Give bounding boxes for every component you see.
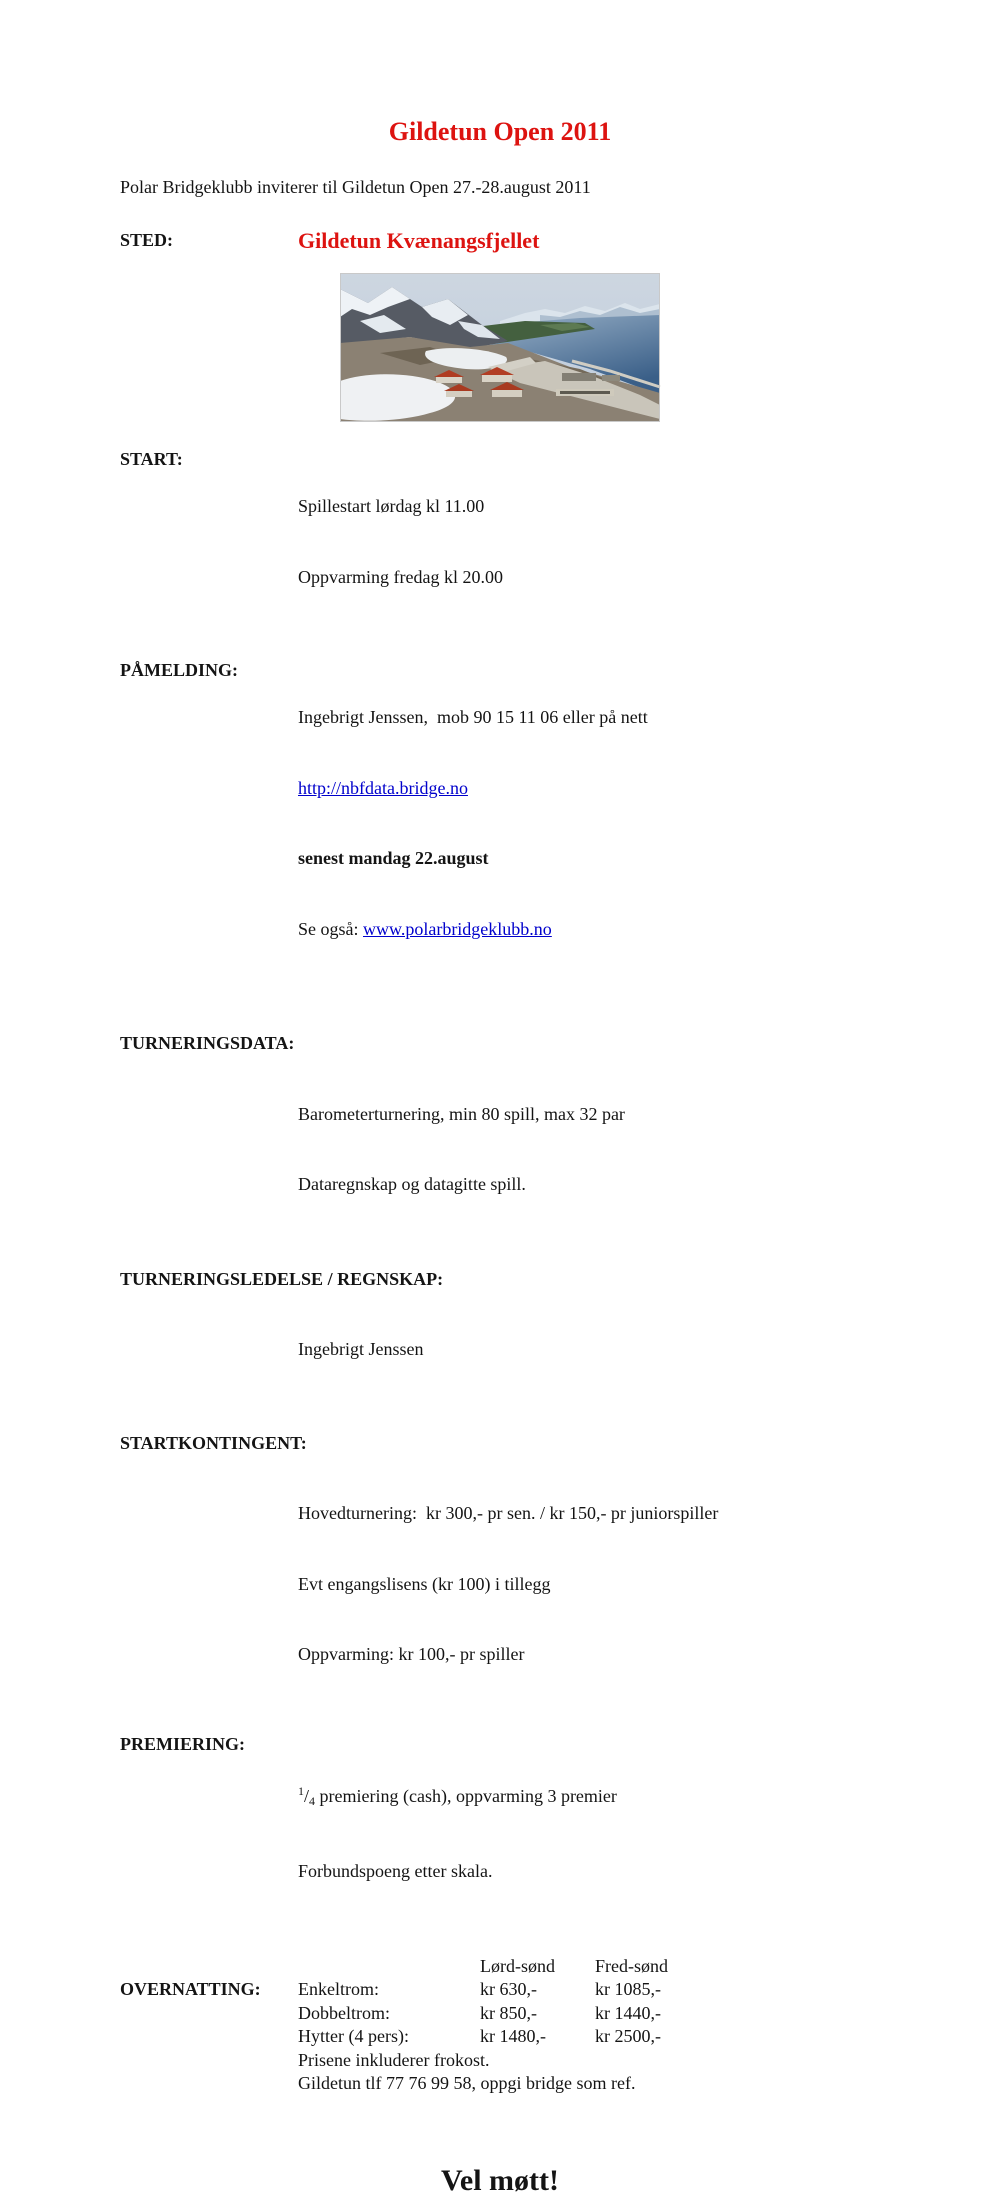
lodging-col-header-lord-sond: Lørd-sønd [480,1955,555,1976]
sted-label: STED: [120,229,174,250]
lodging-row-spacer [120,2049,298,2073]
lodging-price-fred: kr 1440,- [595,2002,661,2023]
startkontingent-line-3: Oppvarming: kr 100,- pr spiller [298,1644,525,1664]
ledelse-heading: TURNERINGSLEDELSE / REGNSKAP: [120,1268,444,1289]
turneringsdata-lines [298,1056,1000,1244]
premiering-row [120,1733,1000,1931]
lodging-price-fred: kr 2500,- [595,2026,661,2046]
pamelding-lines [298,659,1000,988]
startkontingent-lines [298,1455,1000,1714]
sted-row [120,229,1000,253]
premiering-lines [298,1733,1000,1931]
pamelding-label: PÅMELDING: [120,660,238,680]
fraction-denominator: 4 [309,1793,316,1808]
closing-text: Vel møtt! [440,2163,560,2197]
premiering-line-1-text: premiering (cash), oppvarming 3 premier [315,1785,617,1806]
see-also-prefix: Se også: [298,918,363,939]
registration-deadline: senest mandag 22.august [298,848,489,868]
registration-link[interactable]: http://nbfdata.bridge.no [298,777,468,798]
lodging-item: Dobbeltrom: [298,2002,390,2023]
lodging-note-2: Gildetun tlf 77 76 99 58, oppgi bridge som ref. [298,2073,636,2093]
fraction-slash: / [304,1785,310,1806]
turneringsdata-line-1: Barometerturnering, min 80 spill, max 32 par [298,1103,625,1124]
turneringsdata-line-2: Dataregnskap og datagitte spill. [298,1174,526,1194]
fjord-landscape-photo-graphic [340,273,660,422]
club-website-link[interactable]: www.polarbridgeklubb.no [363,918,552,939]
turneringsdata-heading: TURNERINGSDATA: [120,1033,295,1053]
ledelse-lines [298,1291,1000,1409]
sted-value: Gildetun Kvænangsfjellet [298,227,540,253]
lodging-price-fred: kr 1085,- [595,1979,661,1999]
lodging-price-lord: kr 630,- [480,1979,537,1999]
fraction-numerator: 1 [298,1783,304,1798]
lodging-price-lord: kr 850,- [480,2002,537,2023]
start-line-2: Oppvarming fredag kl 20.00 [298,566,503,587]
startkontingent-heading: STARTKONTINGENT: [120,1432,307,1453]
pamelding-contact-line: Ingebrigt Jenssen, mob 90 15 11 06 eller på nett [298,707,648,727]
start-label: START: [120,449,183,469]
overnatting-label: OVERNATTING: [120,1979,261,1999]
start-row [120,448,1000,636]
lodging-row-spacer [120,2072,298,2096]
startkontingent-line-2: Evt engangslisens (kr 100) i tillegg [298,1573,551,1594]
startkontingent-section [120,1432,1000,1714]
startkontingent-line-1: Hovedturnering: kr 300,- pr sen. / kr 150,- pr juniorspiller [298,1503,719,1523]
lodging-row-spacer [120,2002,298,2026]
venue-photo [340,273,660,422]
lodging-item: Enkeltrom: [298,1979,379,1999]
pamelding-row [120,659,1000,988]
lodging-header-spacer [120,1955,298,1979]
lodging-item: Hytter (4 pers): [298,2026,409,2046]
premiering-line-1 [298,1780,1000,1814]
lodging-col-header-fred-sond: Fred-sønd [595,1955,668,1976]
start-lines [298,448,1000,636]
start-line-1: Spillestart lørdag kl 11.00 [298,496,485,516]
premiering-line-2: Forbundspoeng etter skala. [298,1861,493,1881]
see-also-line [298,918,1000,942]
lodging-header-spacer [298,1955,480,1979]
lodging-table [120,1955,1000,2096]
premiering-label: PREMIERING: [120,1733,245,1754]
ledelse-line-1: Ingebrigt Jenssen [298,1339,424,1359]
lodging-price-lord: kr 1480,- [480,2026,546,2046]
turneringsdata-section [120,1032,1000,1244]
lodging-note-1: Prisene inkluderer frokost. [298,2049,490,2070]
document-title: Gildetun Open 2011 [388,117,612,146]
intro-line: Polar Bridgeklubb inviterer til Gildetun Open 27.-28.august 2011 [120,177,591,197]
lodging-row-spacer [120,2025,298,2049]
ledelse-section [120,1268,1000,1409]
